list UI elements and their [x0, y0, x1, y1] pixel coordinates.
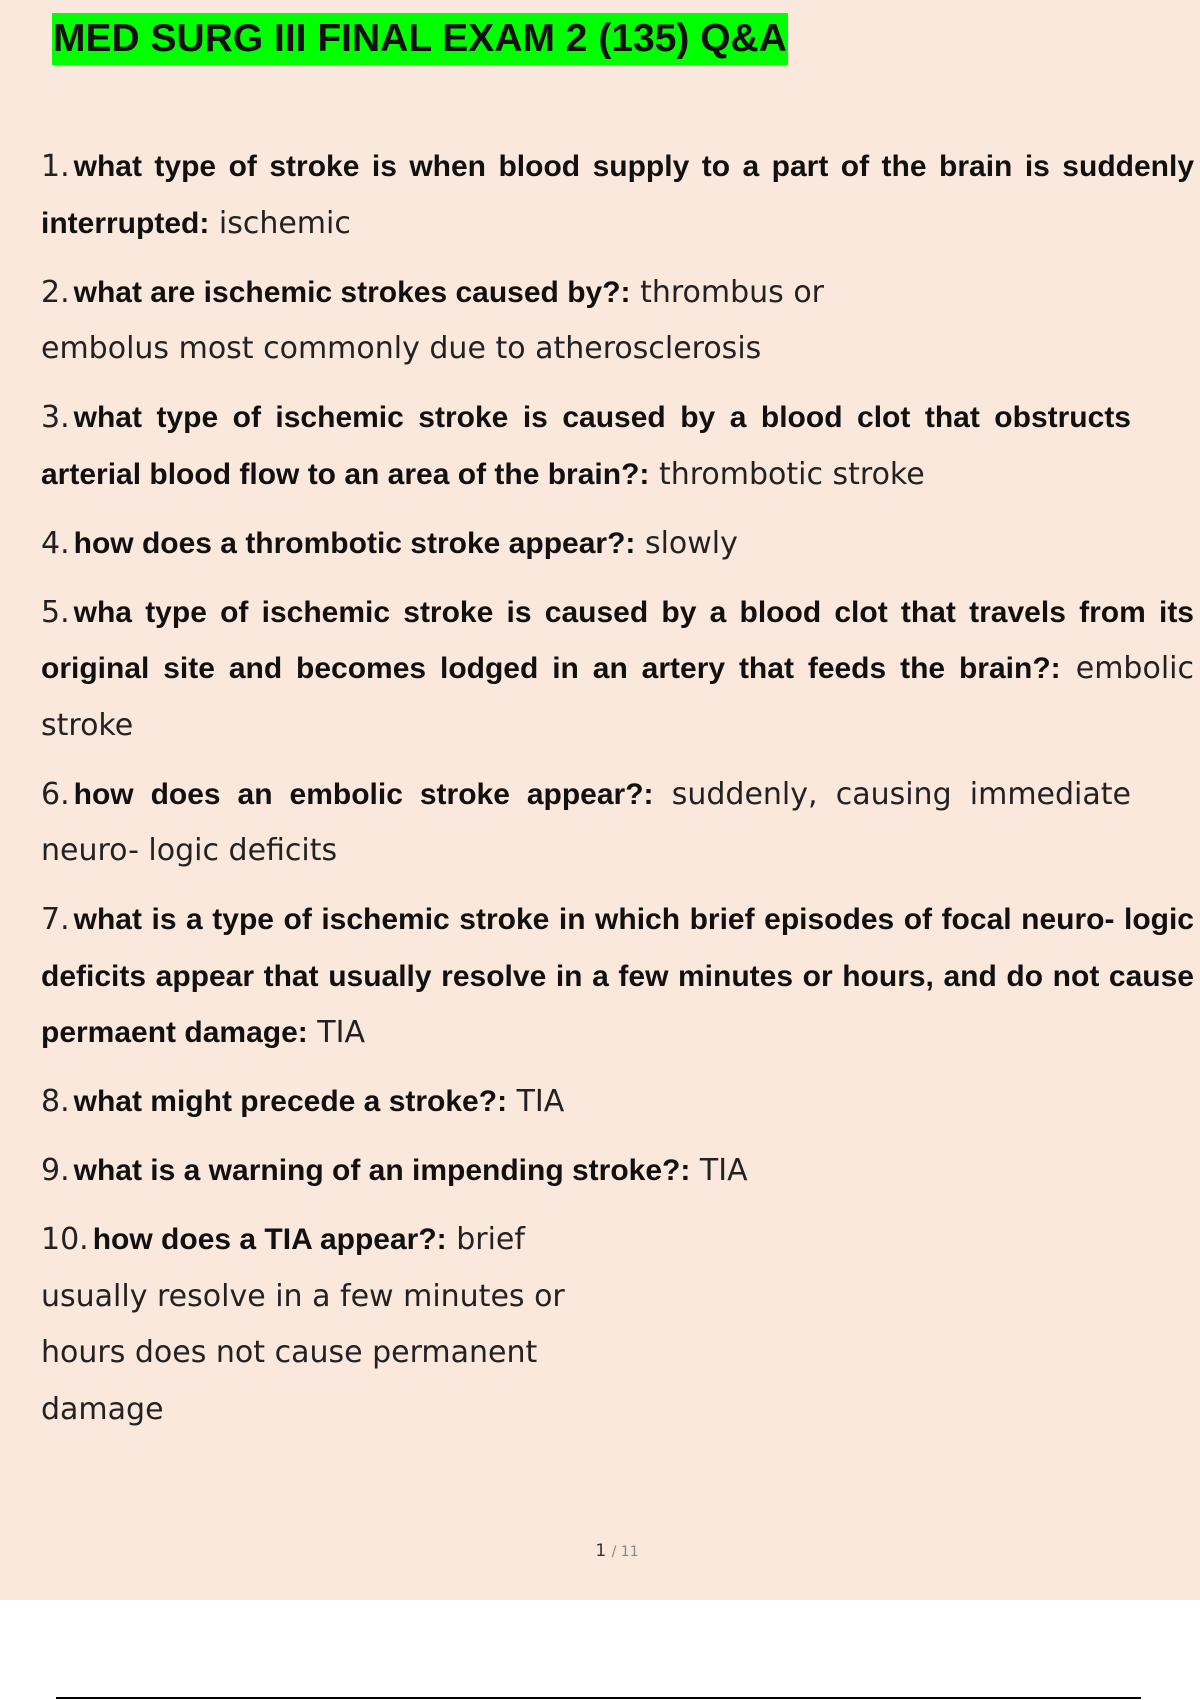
- qa-question: what is a warning of an impending stroke?:: [73, 1154, 691, 1187]
- page-number: [0, 1541, 1200, 1561]
- page-divider: [56, 1697, 1141, 1699]
- qa-number: 3.: [41, 400, 70, 435]
- qa-answer: TIA: [317, 1015, 365, 1050]
- qa-question: how does an embolic stroke appear?:: [73, 777, 654, 811]
- qa-list: [41, 139, 1194, 1451]
- qa-question: what type of ischemic stroke is caused by a blood clot that obstructs arterial blood flow to an area of the brain?:: [41, 401, 1131, 491]
- qa-item-4: [41, 516, 1194, 573]
- qa-item-5: [41, 585, 1194, 755]
- qa-number: 1.: [41, 149, 70, 184]
- qa-number: 6.: [41, 776, 70, 812]
- qa-item-6: [41, 767, 1131, 880]
- page-title: MED SURG III FINAL EXAM 2 (135) Q&A: [52, 13, 788, 65]
- qa-item-8: [41, 1074, 1194, 1131]
- qa-question: what are ischemic strokes caused by?:: [73, 275, 631, 309]
- qa-item-1: [41, 139, 1194, 252]
- page-number-total: / 11: [611, 1544, 639, 1560]
- qa-number: 5.: [41, 594, 70, 630]
- qa-number: 8.: [41, 1084, 70, 1119]
- qa-question: what type of stroke is when blood supply to a part of the brain is suddenly interrupted:: [41, 150, 1194, 240]
- qa-question: how does a thrombotic stroke appear?:: [73, 526, 636, 560]
- qa-answer: slowly: [644, 525, 738, 561]
- qa-answer: suddenly, causing immediate neuro- logic deficits: [41, 776, 1131, 868]
- qa-answer: thrombotic stroke: [658, 456, 925, 492]
- qa-answer: embolic stroke: [41, 651, 1194, 743]
- qa-question: wha type of ischemic stroke is caused by a blood clot that travels from its original site and becomes lodged in an artery that feeds the brain?:: [41, 595, 1194, 685]
- qa-question: what is a type of ischemic stroke in which brief episodes of focal neuro- logic deficits appear that usually resolve in a few minutes or hours, and do not cause permaent damage:: [41, 903, 1194, 1049]
- qa-number: 4.: [41, 525, 70, 561]
- page-number-current: 1: [595, 1541, 607, 1561]
- qa-item-10: [41, 1212, 601, 1438]
- qa-item-9: [41, 1143, 1194, 1200]
- qa-answer: brief usually resolve in a few minutes or hours does not cause permanent damage: [41, 1222, 565, 1427]
- qa-question: how does a TIA appear?:: [92, 1223, 447, 1256]
- qa-answer: TIA: [516, 1084, 565, 1119]
- qa-item-3: [41, 390, 1131, 503]
- qa-answer: TIA: [699, 1153, 748, 1188]
- qa-number: 7.: [41, 902, 70, 937]
- qa-answer: ischemic: [218, 205, 351, 241]
- qa-answer: thrombus or embolus most commonly due to atherosclerosis: [41, 274, 825, 366]
- qa-question: what might precede a stroke?:: [73, 1085, 508, 1118]
- qa-number: 9.: [41, 1153, 70, 1188]
- qa-item-2: [41, 265, 891, 378]
- qa-item-7: [41, 892, 1194, 1062]
- qa-number: 2.: [41, 274, 70, 310]
- qa-number: 10.: [41, 1222, 89, 1257]
